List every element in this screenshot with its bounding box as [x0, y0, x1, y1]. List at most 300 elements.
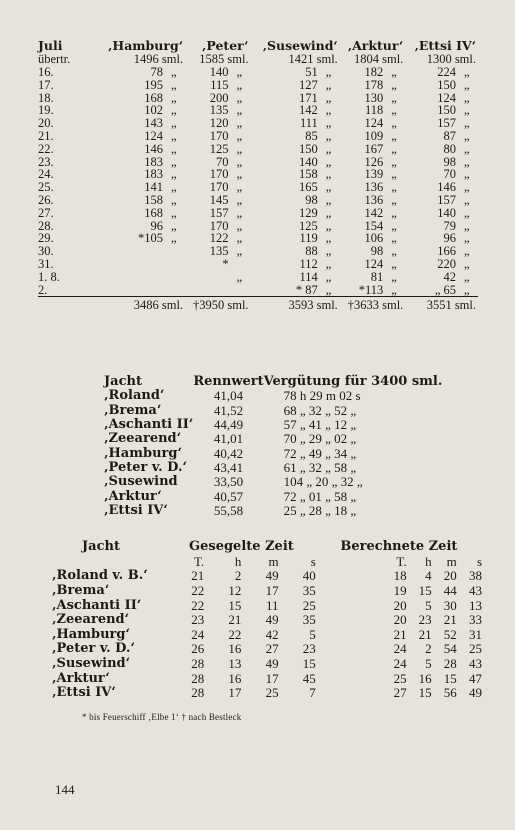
yacht-name: ‚Peter v. D.‘	[52, 641, 136, 657]
ditto-mark: „	[391, 116, 397, 131]
distance-value: 157	[209, 205, 229, 220]
distance-value: 168	[144, 90, 164, 105]
totals-spacer	[38, 296, 96, 311]
column-header: Jacht	[104, 374, 142, 390]
distance-value: *105	[138, 231, 164, 246]
ditto-mark: „	[171, 77, 177, 92]
ditto-mark: „	[464, 77, 470, 92]
yacht-header: ‚Peter‘	[202, 38, 249, 54]
ditto-mark: „	[236, 218, 243, 233]
yacht-name: ‚Susewind‘	[52, 656, 131, 672]
ditto-mark: „	[236, 244, 243, 259]
ditto-mark: „	[236, 128, 243, 143]
distance-value: * 87	[295, 282, 318, 297]
column-header: Rennwert	[193, 374, 264, 390]
yacht-name: ‚Ettsi IV‘	[52, 685, 116, 701]
ditto-mark: „	[236, 205, 243, 220]
time-value: 2	[234, 568, 242, 584]
distance-value: 166	[437, 244, 456, 259]
ditto-mark: „	[325, 231, 332, 246]
distance-value: 183	[144, 154, 164, 169]
table-row	[104, 504, 442, 518]
table-header-row	[52, 540, 482, 555]
distance-value: 130	[364, 90, 384, 105]
ditto-mark: „	[391, 180, 397, 195]
ditto-mark: „	[325, 167, 332, 182]
day-label: 22.	[38, 141, 54, 156]
time-value: 45	[302, 670, 316, 686]
carry-value: 1496 sml.	[133, 52, 184, 67]
time-value: 21	[191, 568, 205, 584]
distance-value: 143	[144, 116, 164, 131]
distance-value: 170	[209, 167, 229, 182]
time-value: 24	[191, 626, 205, 642]
distance-value: 96	[150, 218, 164, 233]
time-value: 13	[228, 656, 242, 672]
distance-value: 135	[209, 103, 229, 118]
time-value: 25	[265, 685, 279, 701]
ditto-mark: „	[325, 205, 332, 220]
distance-value: 111	[299, 116, 318, 131]
distance-value: 112	[299, 256, 318, 271]
ditto-mark: „	[391, 64, 397, 79]
time-value: 40	[302, 568, 316, 584]
day-label: 24.	[38, 167, 54, 182]
time-value: 17	[228, 685, 242, 701]
distance-value: 124	[144, 128, 164, 143]
distance-value: 70	[216, 154, 229, 169]
totals-row	[38, 296, 478, 311]
table-row	[38, 194, 478, 207]
time-value: 54	[443, 641, 457, 657]
rating-value: 40,57	[213, 488, 244, 504]
time-value: 43	[469, 583, 482, 599]
distance-value: 124	[437, 90, 456, 105]
distance-value	[96, 283, 165, 296]
ditto-mark	[165, 283, 185, 296]
carry-value: 1804 sml.	[353, 52, 404, 67]
distance-value: 170	[209, 218, 229, 233]
total-value: †3950 sml.	[185, 296, 251, 311]
table-row	[52, 642, 482, 657]
handicap-table	[104, 375, 442, 518]
distance-value: 136	[364, 180, 384, 195]
carry-value: 1421 sml.	[288, 52, 338, 67]
distance-value: 87	[443, 128, 456, 143]
table-row	[38, 104, 478, 117]
ditto-mark: „	[236, 180, 243, 195]
distance-value: 88	[305, 244, 318, 259]
ditto-mark: „	[171, 192, 177, 207]
time-value: 13	[469, 597, 482, 613]
distance-value: 124	[364, 116, 384, 131]
ditto-mark: „	[171, 128, 177, 143]
table-row	[38, 206, 478, 219]
yacht-name: ‚Brema‘	[104, 402, 162, 418]
total-value: 3551 sml.	[405, 296, 478, 311]
time-value: 27	[393, 685, 407, 701]
yacht-header: ‚Hamburg‘	[108, 38, 184, 54]
ditto-mark: „	[325, 154, 332, 169]
column-header: Jacht	[82, 539, 120, 555]
time-value: 16	[418, 670, 432, 686]
time-value: 49	[469, 685, 482, 701]
time-value: 25	[469, 641, 482, 657]
yacht-name: ‚Aschanti II‘	[104, 417, 194, 433]
time-value: 49	[265, 568, 279, 584]
time-value: 22	[228, 626, 242, 642]
time-value: 16	[228, 641, 242, 657]
time-value: 28	[443, 656, 457, 672]
day-label: 19.	[38, 103, 54, 118]
ditto-mark: „	[171, 180, 177, 195]
time-value: 15	[443, 670, 457, 686]
ditto-mark: „	[464, 141, 470, 156]
ditto-mark: „	[171, 154, 177, 169]
rating-value: 55,58	[213, 502, 244, 518]
distance-value: 200	[209, 90, 229, 105]
daily-distance-table	[38, 40, 478, 312]
time-value: 49	[265, 656, 279, 672]
distance-value: 146	[144, 141, 164, 156]
allowance-value: 57 „ 41 „ 12 „	[283, 417, 357, 433]
distance-value: 70	[443, 167, 456, 182]
allowance-value: 72 „ 49 „ 34 „	[283, 445, 357, 461]
time-value: 19	[393, 583, 407, 599]
distance-value: 127	[299, 77, 318, 92]
total-value: 3593 sml.	[251, 296, 340, 311]
distance-value: 157	[437, 192, 456, 207]
ditto-mark: „	[236, 154, 243, 169]
ditto-mark: „	[236, 192, 243, 207]
time-value: 7	[309, 685, 316, 701]
rating-value: 33,50	[213, 474, 244, 490]
rating-value: 41,52	[213, 402, 244, 418]
time-value: 16	[228, 670, 242, 686]
time-value: 4	[425, 568, 432, 584]
distance-value: 140	[299, 154, 318, 169]
distance-value: 51	[305, 64, 318, 79]
yacht-name: ‚Roland‘	[104, 388, 165, 404]
ditto-mark: „	[464, 167, 470, 182]
ditto-mark: „	[464, 205, 470, 220]
distance-value: 150	[437, 103, 456, 118]
day-label: 28.	[38, 218, 54, 233]
column-header: Vergütung für 3400 sml.	[263, 374, 443, 390]
ditto-mark: „	[171, 205, 177, 220]
distance-value: 42	[443, 269, 456, 284]
allowance-value: 78 h 29 m 02 s	[283, 388, 361, 404]
table-row	[52, 598, 482, 613]
table-row	[38, 258, 478, 271]
day-label: 1. 8.	[38, 269, 60, 284]
distance-value: 98	[305, 192, 318, 207]
table-row	[38, 117, 478, 130]
ditto-mark: „	[325, 128, 332, 143]
ditto-mark	[231, 258, 251, 271]
distance-value: 167	[364, 141, 384, 156]
distance-value: 142	[364, 205, 384, 220]
distance-value	[185, 270, 231, 283]
ditto-mark: „	[391, 167, 397, 182]
rating-value: 41,04	[213, 388, 244, 404]
ditto-mark: „	[236, 90, 243, 105]
ditto-mark: „	[464, 103, 470, 118]
ditto-mark	[165, 270, 185, 283]
time-value: 5	[425, 597, 432, 613]
distance-value: 150	[299, 141, 318, 156]
distance-value: 139	[364, 167, 384, 182]
unit-label: h	[234, 553, 242, 569]
ditto-mark: „	[464, 90, 470, 105]
ditto-mark: „	[391, 282, 397, 297]
table-row	[38, 181, 478, 194]
table-row	[38, 91, 478, 104]
column-header: Berechnete Zeit	[340, 539, 458, 555]
time-value: 23	[418, 612, 432, 628]
unit-label: s	[476, 553, 482, 569]
ditto-mark: „	[391, 77, 397, 92]
time-value: 15	[418, 685, 432, 701]
unit-label: s	[310, 553, 316, 569]
ditto-mark: „	[391, 244, 397, 259]
ditto-mark: „	[464, 128, 470, 143]
distance-value: 122	[209, 231, 229, 246]
table-row	[38, 130, 478, 143]
distance-value: 109	[364, 128, 384, 143]
unit-label: h	[425, 553, 432, 569]
ditto-mark: „	[464, 180, 470, 195]
distance-value: 119	[299, 231, 318, 246]
time-value: 17	[265, 583, 279, 599]
time-value: 24	[393, 641, 407, 657]
units-row	[52, 555, 482, 570]
table-row	[104, 461, 442, 475]
rating-value: 43,41	[213, 459, 244, 475]
table-row	[38, 66, 478, 79]
distance-value: 136	[364, 192, 384, 207]
distance-value: 135	[209, 244, 229, 259]
ditto-mark: „	[236, 141, 243, 156]
table-row	[52, 613, 482, 628]
ditto-mark: „	[391, 154, 397, 169]
time-value: 52	[443, 626, 457, 642]
ditto-mark: „	[171, 103, 177, 118]
time-value: 35	[302, 612, 316, 628]
allowance-value: 25 „ 28 „ 18 „	[283, 502, 357, 518]
yacht-header: ‚Susewind‘	[262, 38, 338, 54]
yacht-header: ‚Ettsi IV‘	[414, 38, 476, 54]
carry-value: 1585 sml.	[199, 52, 249, 67]
time-value: 25	[302, 597, 316, 613]
time-value: 25	[393, 670, 407, 686]
ditto-mark: „	[464, 192, 470, 207]
ditto-mark: „	[391, 256, 397, 271]
table-row	[38, 168, 478, 181]
yacht-name: ‚Hamburg‘	[104, 445, 182, 461]
time-value: 30	[443, 597, 457, 613]
yacht-name: ‚Arktur‘	[52, 670, 110, 686]
time-value: 28	[191, 656, 205, 672]
yacht-name: ‚Zeearend‘	[104, 431, 182, 447]
time-value: 35	[302, 583, 316, 599]
time-value: 31	[469, 626, 482, 642]
yacht-name: ‚Peter v. D.‘	[104, 459, 188, 475]
distance-value: 106	[364, 231, 384, 246]
distance-value: 145	[209, 192, 229, 207]
ditto-mark: „	[171, 64, 177, 79]
table-row	[52, 569, 482, 584]
race-times-table	[52, 540, 482, 701]
table-row	[52, 657, 482, 672]
time-value: 49	[265, 612, 279, 628]
distance-value: 80	[443, 141, 456, 156]
unit-label: m	[446, 553, 457, 569]
ditto-mark: „	[464, 64, 470, 79]
ditto-mark: „	[325, 256, 332, 271]
distance-value: 182	[364, 64, 384, 79]
distance-value: 96	[443, 231, 456, 246]
distance-value: 126	[364, 154, 384, 169]
yacht-name: ‚Hamburg‘	[52, 626, 130, 642]
distance-value: 114	[299, 269, 318, 284]
yacht-name: ‚Ettsi IV‘	[104, 502, 168, 518]
ditto-mark: „	[391, 205, 397, 220]
table-row	[52, 628, 482, 643]
day-label: 31.	[38, 256, 54, 271]
ditto-mark: „	[325, 218, 332, 233]
units-spacer	[52, 555, 167, 570]
distance-value: 150	[437, 77, 456, 92]
allowance-value: 61 „ 32 „ 58 „	[283, 459, 357, 475]
distance-value: 154	[364, 218, 384, 233]
yacht-header: ‚Arktur‘	[347, 38, 404, 54]
ditto-mark: „	[171, 231, 177, 246]
table-row	[52, 671, 482, 686]
day-label: 30.	[38, 244, 54, 259]
distance-value	[185, 283, 231, 296]
ditto-mark: „	[171, 116, 177, 131]
ditto-mark: „	[325, 103, 332, 118]
distance-value: 157	[437, 116, 456, 131]
ditto-mark: „	[325, 90, 332, 105]
table-row	[52, 584, 482, 599]
time-value: 21	[443, 612, 457, 628]
allowance-value: 104 „ 20 „ 32 „	[283, 474, 363, 490]
ditto-mark: „	[236, 116, 243, 131]
table-row	[52, 686, 482, 701]
ditto-mark: „	[391, 103, 397, 118]
time-value: 26	[191, 641, 205, 657]
allowance-value: 68 „ 32 „ 52 „	[283, 402, 357, 418]
day-label: 25.	[38, 180, 54, 195]
ditto-mark: „	[391, 90, 397, 105]
distance-value: 98	[370, 244, 384, 259]
ditto-mark: „	[325, 180, 332, 195]
ditto-mark: „	[236, 103, 243, 118]
time-value: 20	[443, 568, 457, 584]
distance-value: 165	[299, 180, 318, 195]
distance-value: 115	[210, 77, 229, 92]
day-label: 23.	[38, 154, 54, 169]
unit-label: T.	[396, 553, 407, 569]
time-value: 18	[393, 568, 407, 584]
ditto-mark: „	[391, 231, 397, 246]
distance-value: 178	[364, 77, 384, 92]
ditto-mark: „	[391, 141, 397, 156]
ditto-mark: „	[171, 141, 177, 156]
distance-value: 140	[209, 64, 229, 79]
ditto-mark: „	[464, 256, 470, 271]
distance-value: 98	[443, 154, 456, 169]
distance-value: 118	[365, 103, 384, 118]
page-number: 144	[55, 782, 75, 797]
distance-value: 220	[437, 256, 456, 271]
distance-value: 85	[305, 128, 318, 143]
distance-value: 195	[144, 77, 164, 92]
distance-value: *	[222, 256, 229, 271]
table-row	[38, 283, 478, 296]
day-label: 26.	[38, 192, 54, 207]
distance-value: 79	[443, 218, 456, 233]
distance-value: 170	[209, 128, 229, 143]
distance-value: 125	[299, 218, 318, 233]
unit-label: T.	[193, 553, 205, 569]
ditto-mark: „	[325, 116, 332, 131]
ditto-mark: „	[391, 192, 397, 207]
time-value: 24	[393, 656, 407, 672]
time-value: 42	[265, 626, 279, 642]
day-label: 18.	[38, 90, 54, 105]
table-row	[104, 489, 442, 503]
time-value: 21	[418, 626, 432, 642]
time-value: 22	[191, 597, 205, 613]
distance-value	[96, 245, 165, 258]
time-value: 28	[191, 670, 205, 686]
month-header: Juli	[38, 38, 63, 54]
ditto-mark: „	[171, 167, 177, 182]
ditto-mark: „	[464, 154, 470, 169]
total-value: †3633 sml.	[340, 296, 406, 311]
ditto-mark: „	[464, 269, 470, 284]
yacht-name: ‚Arktur‘	[104, 488, 162, 504]
table-row	[38, 219, 478, 232]
ditto-mark: „	[325, 244, 332, 259]
time-value: 5	[309, 626, 316, 642]
yacht-name: ‚Brema‘	[52, 583, 110, 599]
day-label: 2.	[38, 282, 48, 297]
ditto-mark: „	[464, 218, 470, 233]
time-value: 2	[425, 641, 432, 657]
allowance-value: 70 „ 29 „ 02 „	[283, 431, 357, 447]
time-value: 23	[191, 612, 205, 628]
distance-value: 183	[144, 167, 164, 182]
time-value: 20	[393, 612, 407, 628]
distance-value: 168	[144, 205, 164, 220]
table-row	[38, 232, 478, 245]
time-value: 47	[469, 670, 482, 686]
ditto-mark: „	[171, 218, 177, 233]
total-value: 3486 sml.	[96, 296, 185, 311]
ditto-mark: „	[464, 116, 470, 131]
time-value: 20	[393, 597, 407, 613]
time-value: 12	[228, 583, 242, 599]
time-value: 43	[469, 656, 482, 672]
time-value: 11	[266, 597, 279, 613]
ditto-mark: „	[236, 231, 243, 246]
distance-value: 102	[144, 103, 164, 118]
distance-value: „ 65	[434, 282, 456, 297]
